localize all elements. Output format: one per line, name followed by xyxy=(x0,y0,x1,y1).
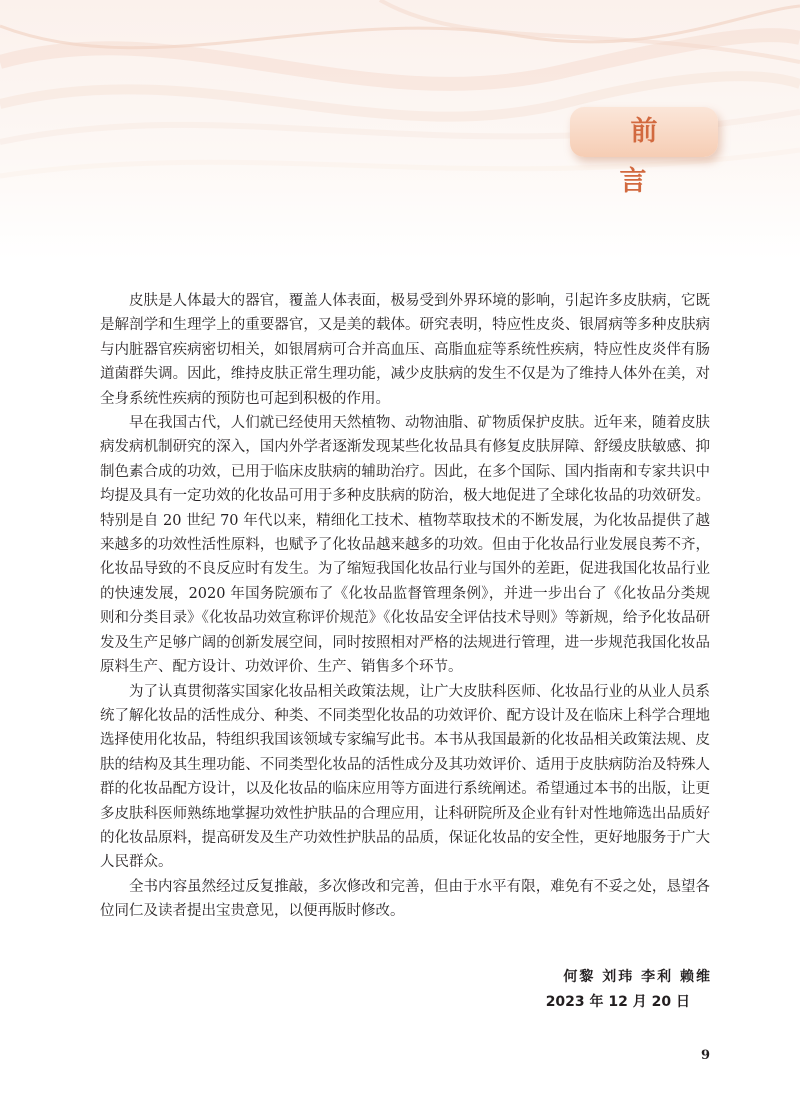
page-title: 前 言 xyxy=(619,116,680,197)
title-badge xyxy=(570,107,718,197)
page-number: 9 xyxy=(700,1048,710,1063)
paragraph-3: 为了认真贯彻落实国家化妆品相关政策法规，让广大皮肤科医师、化妆品行业的从业人员系统了解化妆品的活性成分、种类、不同类型化妆品的功效评价、配方设计及在临床上科学合理地选择使用化妆品，特组织我国该领域专家编写此书。本书从我国最新的化妆品相关政策法规、皮肤的结构及其生理功能、不同类型化妆品的活性成分及其功效评价、适用于皮肤病防治及特殊人群的化妆品配方设计，以及化妆品的临床应用等方面进行系统阐述。希望通过本书的出版，让更多皮肤科医师熟练地掌握功效性护肤品的合理应用，让科研院所及企业有针对性地筛选出品质好的化妆品原料，提高研发及生产功效性护肤品的品质，保证化妆品的安全性，更好地服务于广大人民群众。 xyxy=(100,683,710,871)
preface-body xyxy=(100,289,710,924)
author-names: 何黎 刘玮 李利 赖维 xyxy=(563,969,712,985)
paragraph-2: 早在我国古代，人们就已经使用天然植物、动物油脂、矿物质保护皮肤。近年来，随着皮肤病发病机制研究的深入，国内外学者逐渐发现某些化妆品具有修复皮肤屏障、舒缓皮肤敏感、抑制色素合成的功效，已用于临床皮肤病的辅助治疗。因此，在多个国际、国内指南和专家共识中均提及具有一定功效的化妆品可用于多种皮肤病的防治，极大地促进了全球化妆品的功效研发。特别是自 20 世纪 70 年代以来，精细化工技术、植物萃取技术的不断发展，为化妆品提供了越来越多的功效性活性原料，也赋予了化妆品越来越多的功效。但由于化妆品行业发展良莠不齐，化妆品导致的不良反应时有发生。为了缩短我国化妆品行业与国外的差距，促进我国化妆品行业的快速发展，2020 年国务院颁布了《化妆品监督管理条例》，并进一步出台了《化妆品分类规则和分类目录》《化妆品功效宣称评价规范》《化妆品安全评估技术导则》等新规，给予化妆品研发及生产足够广阔的创新发展空间，同时按照相对严格的法规进行管理，进一步规范我国化妆品原料生产、配方设计、功效评价、生产、销售多个环节。 xyxy=(100,415,710,676)
signature-block xyxy=(546,966,712,1013)
paragraph-1: 皮肤是人体最大的器官，覆盖人体表面，极易受到外界环境的影响，引起许多皮肤病，它既是解剖学和生理学上的重要器官，又是美的载体。研究表明，特应性皮炎、银屑病等多种皮肤病与内脏器官疾病密切相关，如银屑病可合并高血压、高脂血症等系统性疾病，特应性皮炎伴有肠道菌群失调。因此，维持皮肤正常生理功能，减少皮肤病的发生不仅是为了维持人体外在美，对全身系统性疾病的预防也可起到积极的作用。 xyxy=(100,293,710,407)
signature-date: 2023 年 12 月 20 日 xyxy=(545,994,690,1010)
paragraph-4: 全书内容虽然经过反复推敲，多次修改和完善，但由于水平有限，难免有不妥之处，恳望各位同仁及读者提出宝贵意见，以便再版时修改。 xyxy=(100,878,710,920)
